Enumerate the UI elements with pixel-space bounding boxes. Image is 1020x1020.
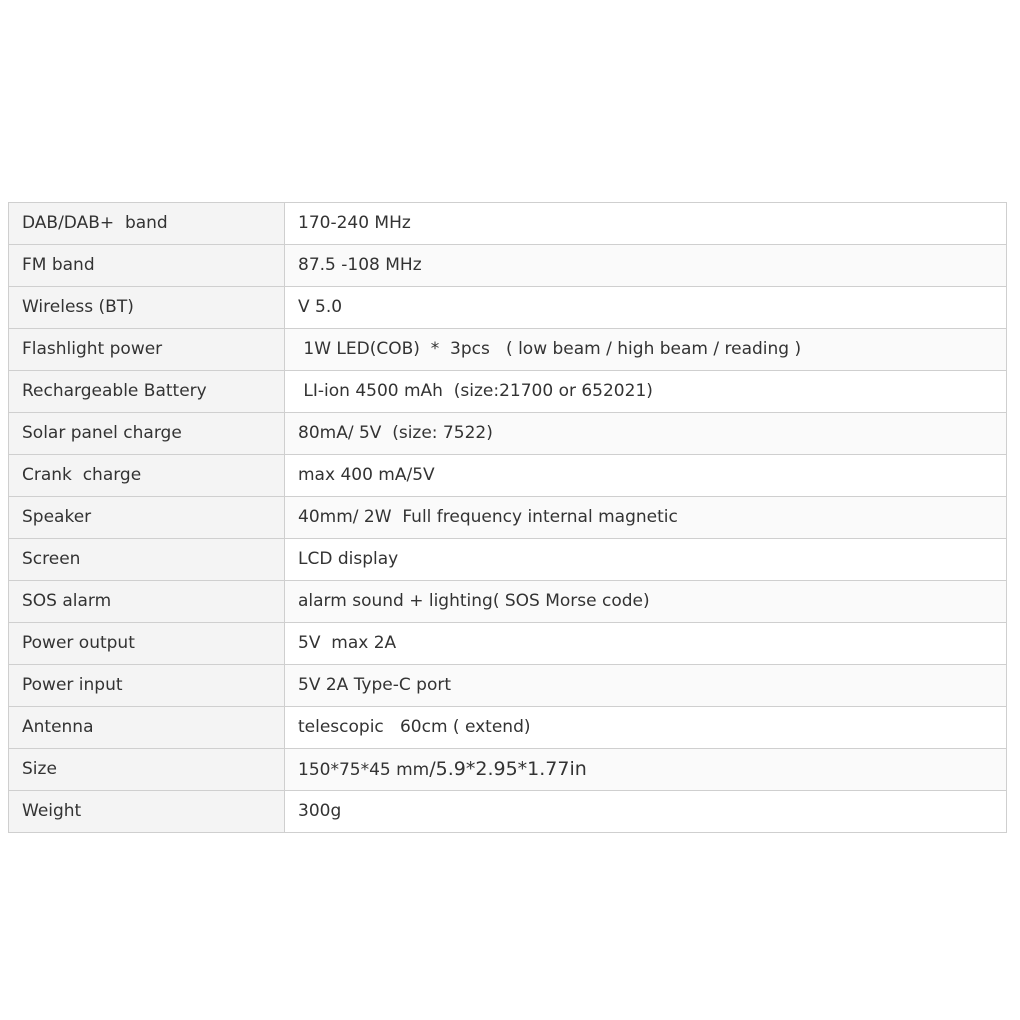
spec-label: Size [9,749,285,791]
spec-label: FM band [9,245,285,287]
spec-value: 1W LED(COB) * 3pcs ( low beam / high beam / reading ) [285,329,1007,371]
table-row [9,497,1007,539]
spec-label: Speaker [9,497,285,539]
spec-label: Power output [9,623,285,665]
spec-label: Screen [9,539,285,581]
spec-label: Rechargeable Battery [9,371,285,413]
spec-value: 87.5 -108 MHz [285,245,1007,287]
spec-value: 300g [285,791,1007,833]
spec-table [8,202,1007,833]
table-row [9,707,1007,749]
spec-value: 170-240 MHz [285,203,1007,245]
table-row [9,623,1007,665]
spec-value: 40mm/ 2W Full frequency internal magnetic [285,497,1007,539]
table-row [9,287,1007,329]
spec-label: Wireless (BT) [9,287,285,329]
spec-value: V 5.0 [285,287,1007,329]
spec-value: max 400 mA/5V [285,455,1007,497]
spec-label: Crank charge [9,455,285,497]
size-imperial: /5.9*2.95*1.77in [429,758,587,780]
spec-value: alarm sound + lighting( SOS Morse code) [285,581,1007,623]
table-row [9,245,1007,287]
spec-label: Weight [9,791,285,833]
table-row [9,413,1007,455]
spec-label: DAB/DAB+ band [9,203,285,245]
spec-label: Solar panel charge [9,413,285,455]
spec-label: Flashlight power [9,329,285,371]
spec-value: LCD display [285,539,1007,581]
size-metric: 150*75*45 mm [298,760,430,780]
spec-value: 5V 2A Type-C port [285,665,1007,707]
spec-label: Antenna [9,707,285,749]
table-row [9,371,1007,413]
spec-label: Power input [9,665,285,707]
table-row [9,581,1007,623]
table-row [9,203,1007,245]
spec-value: 80mA/ 5V (size: 7522) [285,413,1007,455]
spec-value: LI-ion 4500 mAh (size:21700 or 652021) [285,371,1007,413]
spec-value [285,749,1007,791]
table-row [9,749,1007,791]
spec-label: SOS alarm [9,581,285,623]
table-row [9,329,1007,371]
spec-value: telescopic 60cm ( extend) [285,707,1007,749]
table-row [9,455,1007,497]
table-row [9,791,1007,833]
table-row [9,665,1007,707]
table-row [9,539,1007,581]
spec-value: 5V max 2A [285,623,1007,665]
